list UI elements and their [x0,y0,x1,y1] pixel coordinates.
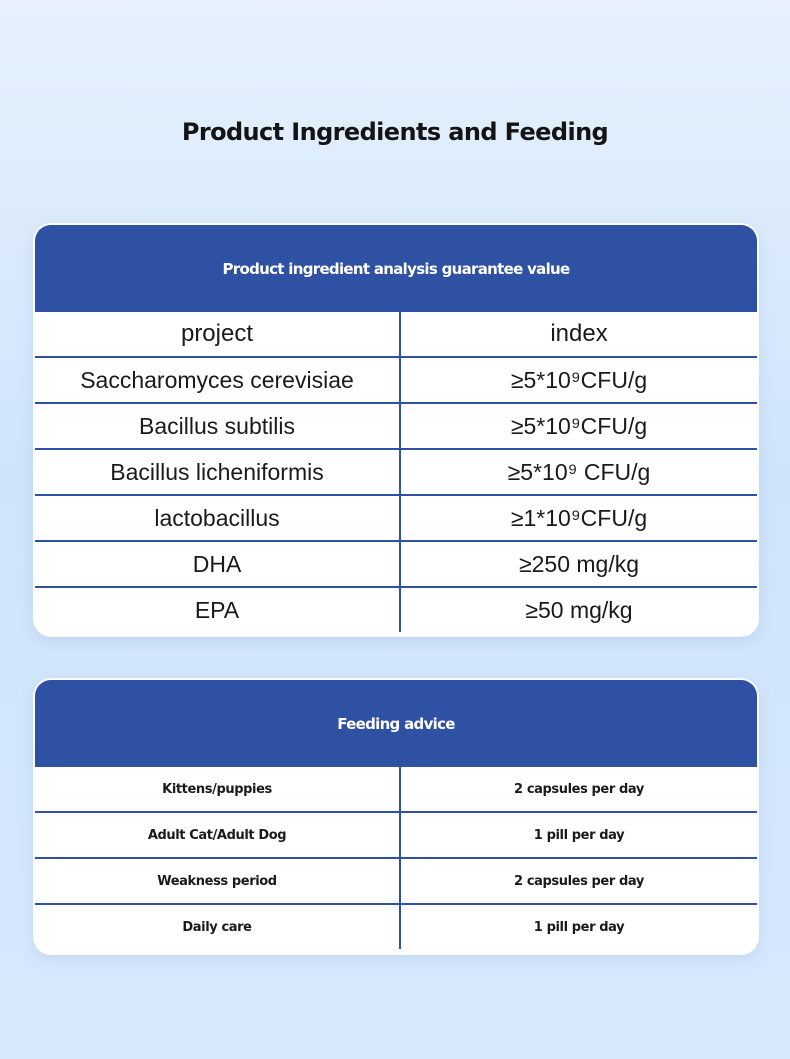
table-row [35,812,757,858]
feeding-group: Kittens/puppies [162,781,272,797]
page-title: Product Ingredients and Feeding [181,118,609,146]
table-row [35,541,757,587]
feeding-table-header: Feeding advice [35,680,757,767]
table-row [35,495,757,541]
ingredient-name: DHA [35,541,400,587]
ingredient-value: ≥5*10⁹CFU/g [400,403,757,449]
ingredient-name: Bacillus licheniformis [35,449,400,495]
ingredient-table-header: Product ingredient analysis guarantee value [35,225,757,312]
feeding-group: Daily care [35,904,400,949]
table-row [35,767,757,812]
feeding-group: Adult Cat/Adult Dog [35,812,400,858]
ingredient-analysis-table [35,225,757,635]
feeding-dose: 1 pill per day [400,904,757,949]
feeding-dose: 2 capsules per day [400,767,757,812]
ingredient-name: lactobacillus [35,495,400,541]
ingredient-value: ≥1*10⁹CFU/g [400,495,757,541]
feeding-group: Weakness period [35,858,400,904]
feeding-advice-table [35,680,757,953]
ingredient-name: EPA [35,587,400,632]
table-header-row [35,312,757,357]
ingredient-table [35,312,757,632]
ingredient-value: ≥5*10⁹CFU/g [400,357,757,403]
ingredient-name: Bacillus subtilis [35,403,400,449]
feeding-table [35,767,757,949]
ingredient-value: ≥50 mg/kg [400,587,757,632]
ingredient-value: ≥250 mg/kg [400,541,757,587]
feeding-dose: 1 pill per day [400,812,757,858]
feeding-dose: 2 capsules per day [400,858,757,904]
table-row [35,587,757,632]
column-header-project: project [180,320,254,347]
table-row [35,357,757,403]
table-row [35,858,757,904]
column-header-index: index [400,312,757,357]
table-row [35,403,757,449]
ingredient-name: Saccharomyces cerevisiae [35,357,400,403]
table-row [35,449,757,495]
table-row [35,904,757,949]
ingredient-value: ≥5*10⁹ CFU/g [400,449,757,495]
